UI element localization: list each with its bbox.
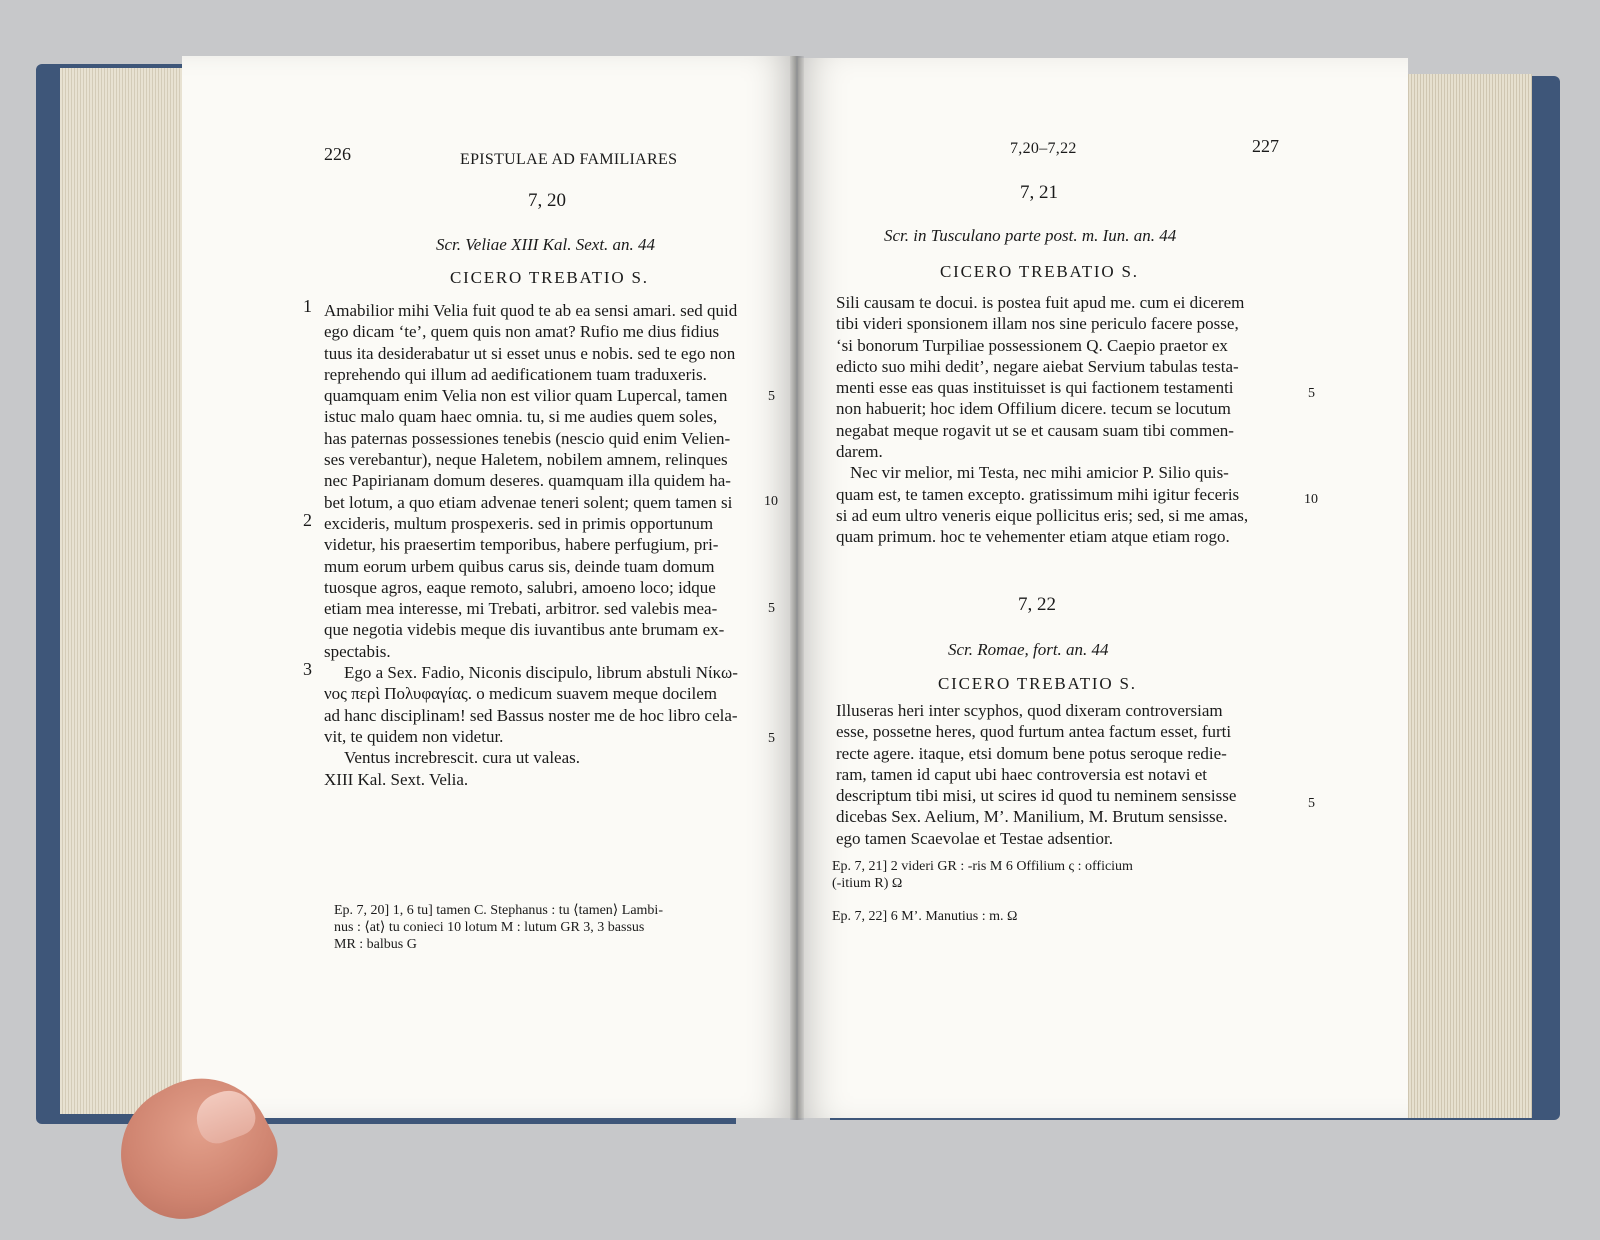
- text-line: darem.: [836, 442, 883, 462]
- letter-inscription: Scr. in Tusculano parte post. m. Iun. an. 44: [884, 226, 1177, 245]
- text-line: ‘si bonorum Turpiliae possessionem Q. Caepio praetor ex: [836, 335, 1228, 355]
- paragraph-number: 3: [303, 659, 312, 679]
- letter-salutation: CICERO TREBATIO S.: [450, 268, 649, 287]
- text-line: Nec vir melior, mi Testa, nec mihi amicior P. Silio quis-: [850, 463, 1229, 483]
- letter-number: 7, 21: [1020, 182, 1058, 203]
- text-line: etiam mea interesse, mi Trebati, arbitror. sed valebis mea-: [324, 599, 718, 619]
- text-line: non habuerit; hoc idem Offilium dicere. tecum se locutum: [836, 399, 1231, 419]
- running-head: EPISTULAE AD FAMILIARES: [460, 151, 678, 168]
- text-line: negabat meque rogavit ut se et causam suam tibi commen-: [836, 420, 1234, 440]
- text-line: excideris, multum prospexeris. sed in primis opportunum: [324, 513, 714, 533]
- text-line: Ego a Sex. Fadio, Niconis discipulo, librum abstuli Νίκω-: [344, 663, 738, 683]
- apparatus-line: nus : ⟨at⟩ tu conieci 10 lotum M : lutum GR 3, 3 bassus: [334, 920, 645, 935]
- text-line: Ventus increbrescit. cura ut valeas.: [344, 748, 581, 768]
- page-number: 226: [324, 144, 351, 164]
- book-gutter: [790, 56, 804, 1120]
- letter-text: [836, 292, 1268, 548]
- apparatus-line: (-itium R) Ω: [832, 876, 903, 891]
- apparatus-line: Ep. 7, 20] 1, 6 tu] tamen C. Stephanus : tu ⟨tamen⟩ Lambi-: [334, 903, 663, 918]
- text-line: tuus ita desiderabatur ut si esset unus e nobis. sed te ego non: [324, 343, 736, 363]
- letter-text: [324, 300, 756, 790]
- text-line: recte agere. itaque, etsi domum bene potus seroque redie-: [836, 743, 1227, 763]
- text-line: istuc malo quam haec omnia. tu, si me audies quem soles,: [324, 407, 718, 427]
- text-line: quam est, te tamen excepto. gratissimum mihi igitur feceris: [836, 484, 1240, 504]
- text-line: Illuseras heri inter scyphos, quod dixeram controversiam: [836, 701, 1223, 720]
- text-line: bet lotum, a quo etiam advenae teneri solent; quem tamen si: [324, 492, 733, 512]
- text-line: vit, te quidem non videtur.: [324, 726, 504, 746]
- text-line: νος περὶ Πολυφαγίας. o medicum suavem meque docilem: [324, 684, 718, 704]
- text-line: edicto suo mihi dedit’, negare aiebat Servium tabulas testa-: [836, 356, 1239, 376]
- text-line: ad hanc disciplinam! sed Bassus noster me de hoc libro cela-: [324, 705, 738, 725]
- letter-text: [836, 700, 1268, 849]
- text-line: has paternas possessiones tenebis (nescio quid enim Velien-: [324, 428, 731, 448]
- running-head: 7,20–7,22: [1010, 140, 1077, 157]
- apparatus-line: Ep. 7, 21] 2 videri GR : -ris M 6 Offilium ς : officium: [832, 859, 1133, 874]
- page-edges-right: [1400, 74, 1532, 1118]
- text-line: menti esse eas quas instituisset is qui factionem testamenti: [836, 378, 1234, 398]
- apparatus-line: MR : balbus G: [334, 937, 417, 952]
- line-number: 10: [764, 494, 778, 509]
- text-line: XIII Kal. Sext. Velia.: [324, 769, 469, 789]
- text-line: si ad eum ultro veneris eique pollicitus eris; sed, si me amas,: [836, 505, 1249, 525]
- text-line: ram, tamen id caput ubi haec controversia est notavi et: [836, 764, 1208, 784]
- line-number: 5: [1308, 386, 1315, 401]
- text-line: ses verebantur), neque Haletem, nobilem amnem, relinques: [324, 450, 728, 470]
- critical-apparatus: [832, 858, 1133, 925]
- text-line: nec Papirianam domum deseres. quamquam illa quidem ha-: [324, 471, 731, 491]
- text-line: descriptum tibi misi, ut scires id quod tu neminem sensisse: [836, 786, 1237, 806]
- left-page: [182, 56, 796, 1118]
- line-number: 5: [768, 731, 775, 746]
- letter-number: 7, 20: [528, 190, 566, 211]
- text-line: Amabilior mihi Velia fuit quod te ab ea sensi amari. sed quid: [324, 301, 738, 320]
- text-line: tuosque agros, eaque remoto, salubri, amoeno loco; idque: [324, 577, 716, 597]
- text-line: esse, possetne heres, quod furtum antea factum esset, furti: [836, 722, 1232, 742]
- text-line: mum eorum urbem quibus carus sis, deinde tuam domum: [324, 556, 715, 576]
- paragraph-number: 1: [303, 296, 312, 316]
- text-line: ego tamen Scaevolae et Testae adsentior.: [836, 828, 1113, 848]
- right-page: [798, 58, 1408, 1118]
- line-number: 5: [768, 389, 775, 404]
- text-line: quam primum. hoc te vehementer etiam atque etiam rogo.: [836, 527, 1230, 547]
- text-line: que negotia videbis meque dis iuvantibus ante brumam ex-: [324, 620, 725, 640]
- text-line: videtur, his praesertim temporibus, habere perfugium, pri-: [324, 535, 719, 555]
- critical-apparatus: [334, 902, 663, 953]
- line-number: 10: [1304, 492, 1318, 507]
- apparatus-line: Ep. 7, 22] 6 M’. Manutius : m. Ω: [832, 909, 1018, 924]
- letter-salutation: CICERO TREBATIO S.: [940, 262, 1139, 281]
- text-line: quamquam enim Velia non est vilior quam Lupercal, tamen: [324, 386, 728, 406]
- line-number: 5: [768, 601, 775, 616]
- line-number: 5: [1308, 796, 1315, 811]
- text-line: spectabis.: [324, 641, 391, 661]
- text-line: reprehendo qui illum ad aedificationem tuam traduxeris.: [324, 364, 707, 384]
- page-number: 227: [1252, 136, 1279, 156]
- letter-inscription: Scr. Romae, fort. an. 44: [948, 640, 1109, 659]
- letter-salutation: CICERO TREBATIO S.: [938, 674, 1137, 693]
- letter-number: 7, 22: [1018, 594, 1056, 615]
- text-line: ego dicam ‘te’, quem quis non amat? Rufio me dius fidius: [324, 322, 720, 342]
- text-line: tibi videri sponsionem illam nos sine periculo facere posse,: [836, 314, 1239, 334]
- paragraph-number: 2: [303, 510, 312, 530]
- text-line: dicebas Sex. Aelium, M’. Manilium, M. Brutum sensisse.: [836, 807, 1228, 827]
- letter-inscription: Scr. Veliae XIII Kal. Sext. an. 44: [436, 235, 656, 254]
- text-line: Sili causam te docui. is postea fuit apud me. cum ei dicerem: [836, 293, 1245, 312]
